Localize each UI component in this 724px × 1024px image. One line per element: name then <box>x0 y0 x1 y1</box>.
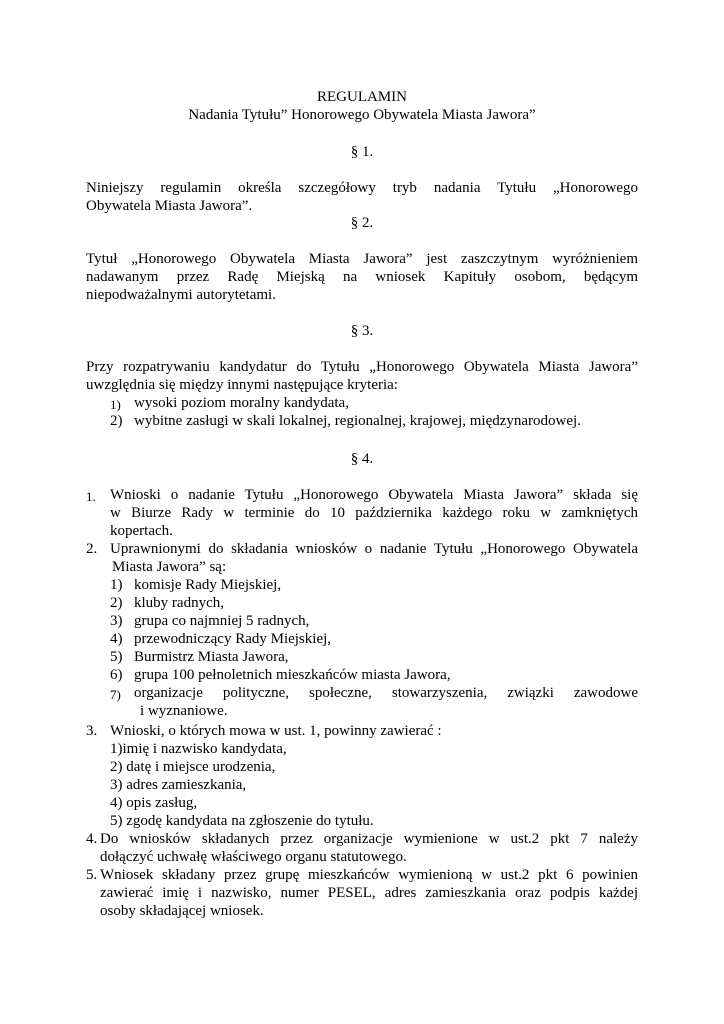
criteria-item: wysoki poziom moralny kandydata, <box>134 395 349 411</box>
section-2-paragraph <box>86 250 638 304</box>
paragraph-2-line: Miasta Jawora” są: <box>112 559 227 575</box>
entitled-item: grupa 100 pełnoletnich mieszkańców miasta Jawora, <box>134 667 451 683</box>
paragraph-5-line: osoby składającej wniosek. <box>100 903 264 919</box>
required-field: 3) adres zamieszkania, <box>110 777 247 793</box>
entitled-number: 7) <box>110 687 121 702</box>
paragraph-4-line: Do wniosków składanych przez organizacje wymienione w ust.2 pkt 7 należy <box>100 831 638 847</box>
paragraph-3-text: Wnioski, o których mowa w ust. 1, powinny zawierać : <box>110 723 442 739</box>
entitled-number: 6) <box>110 667 123 683</box>
entitled-number: 4) <box>110 631 123 647</box>
entitled-item: kluby radnych, <box>134 595 224 611</box>
section-1-line: Niniejszy regulamin określa szczegółowy tryb nadania Tytułu „Honorowego <box>86 180 638 196</box>
entitled-item: Burmistrz Miasta Jawora, <box>134 649 289 665</box>
document-subtitle: Nadania Tytułu” Honorowego Obywatela Miasta Jawora” <box>188 107 536 123</box>
entitled-item-line: i wyznaniowe. <box>140 703 228 719</box>
section-2-line: niepodważalnymi autorytetami. <box>86 287 276 303</box>
required-field: 1)imię i nazwisko kandydata, <box>110 741 287 757</box>
paragraph-2 <box>110 540 638 576</box>
section-3-paragraph <box>86 358 638 394</box>
paragraph-4-number: 4. <box>86 831 98 847</box>
section-2-heading: § 2. <box>350 215 374 231</box>
section-3-line: Przy rozpatrywaniu kandydatur do Tytułu „Honorowego Obywatela Miasta Jawora” <box>86 359 638 375</box>
paragraph-1-line: kopertach. <box>110 523 173 539</box>
required-field: 2) datę i miejsce urodzenia, <box>110 759 276 775</box>
criteria-number: 1) <box>110 397 121 412</box>
section-1-paragraph <box>86 179 638 215</box>
section-2-line: nadawanym przez Radę Miejską na wniosek Kapituły osobom, będącym <box>86 269 638 285</box>
paragraph-4-line: dołączyć uchwałę właściwego organu statutowego. <box>100 849 407 865</box>
entitled-item: komisje Rady Miejskiej, <box>134 577 282 593</box>
criteria-item: wybitne zasługi w skali lokalnej, regionalnej, krajowej, międzynarodowej. <box>134 413 581 429</box>
criteria-number: 2) <box>110 413 123 429</box>
entitled-number: 3) <box>110 613 123 629</box>
paragraph-1-line: Wnioski o nadanie Tytułu „Honorowego Obywatela Miasta Jawora” składa się <box>110 487 638 503</box>
entitled-number: 1) <box>110 577 123 593</box>
paragraph-5-line: zawierać imię i nazwisko, numer PESEL, adres zamieszkania oraz podpis każdej <box>100 885 638 901</box>
section-2-line: Tytuł „Honorowego Obywatela Miasta Jawora” jest zaszczytnym wyróżnieniem <box>86 251 638 267</box>
paragraph-3-number: 3. <box>86 723 98 739</box>
entitled-number: 5) <box>110 649 123 665</box>
required-field: 4) opis zasług, <box>110 795 198 811</box>
paragraph-5 <box>100 866 638 920</box>
section-1-line: Obywatela Miasta Jawora”. <box>86 198 253 214</box>
paragraph-5-line: Wniosek składany przez grupę mieszkańców wymienioną w ust.2 pkt 6 powinien <box>100 867 638 883</box>
section-3-heading: § 3. <box>350 323 374 339</box>
required-field: 5) zgodę kandydata na zgłoszenie do tytułu. <box>110 813 374 829</box>
section-1-heading: § 1. <box>350 144 374 160</box>
entitled-item: grupa co najmniej 5 radnych, <box>134 613 310 629</box>
entitled-item: przewodniczący Rady Miejskiej, <box>134 631 332 647</box>
section-4-heading: § 4. <box>350 451 374 467</box>
section-3-line: uwzględnia się między innymi następujące kryteria: <box>86 377 398 393</box>
paragraph-2-line: Uprawnionymi do składania wniosków o nadanie Tytułu „Honorowego Obywatela <box>110 541 638 557</box>
paragraph-2-number: 2. <box>86 541 98 557</box>
document-title: REGULAMIN <box>317 89 407 105</box>
paragraph-4 <box>100 830 638 866</box>
paragraph-1-line: w Biurze Rady w terminie do 10 października każdego roku w zamkniętych <box>110 505 638 521</box>
entitled-item <box>134 684 638 720</box>
paragraph-1-number: 1. <box>86 489 96 504</box>
entitled-number: 2) <box>110 595 123 611</box>
entitled-item-line: organizacje polityczne, społeczne, stowarzyszenia, związki zawodowe <box>134 685 638 701</box>
paragraph-5-number: 5. <box>86 867 98 883</box>
paragraph-1 <box>110 486 638 540</box>
